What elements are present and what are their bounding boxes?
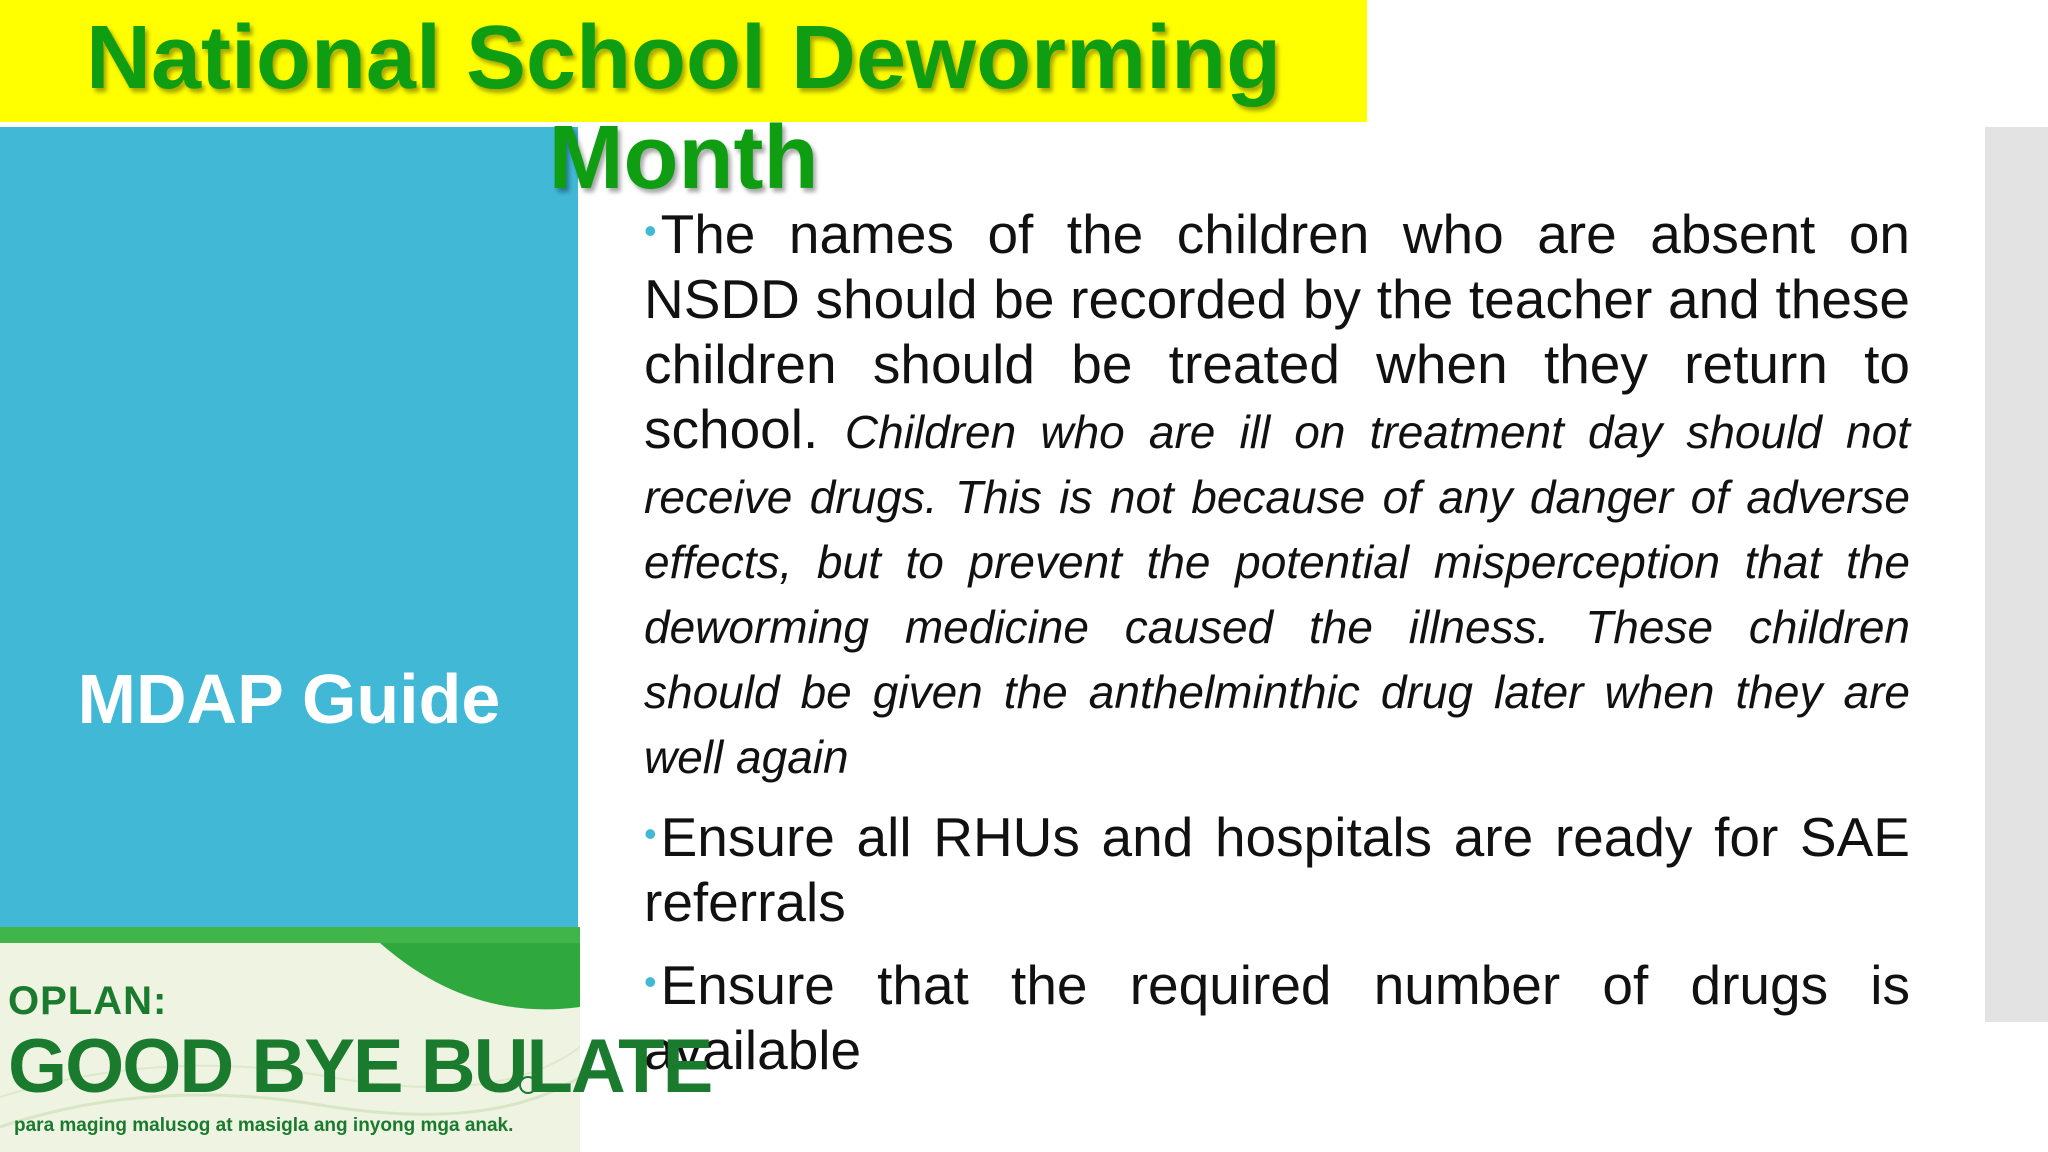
bullet-italic-text: Children who are ill on treatment day should not receive drugs. This is not because of any danger of adverse effects, but to prevent the potential misperception that the deworming medicine caused the illness. These children should be given the anthelminthic drug later when they are well again: [644, 406, 1910, 783]
oplan-logo: [0, 927, 712, 1152]
bullet-item: [644, 949, 1910, 1083]
bullet-item: [644, 198, 1910, 787]
left-panel: [0, 127, 578, 927]
right-side-band: [1985, 127, 2048, 1022]
bullet-dot-icon: •: [644, 961, 657, 1002]
bullet-dot-icon: •: [644, 210, 657, 251]
bullet-text: Ensure all RHUs and hospitals are ready for SAE referrals: [644, 806, 1910, 933]
bullet-list: [644, 198, 1910, 1097]
section-label: MDAP Guide: [77, 660, 501, 738]
logo-main: GOOD BYE BULATE: [8, 1024, 712, 1109]
slide-title: National School Deworming Month: [85, 8, 1282, 208]
bullet-item: [644, 801, 1910, 935]
logo-tagline: para maging malusog at masigla ang inyong mga anak.: [14, 1115, 514, 1136]
bullet-text: The names of the children who are absent on NSDD should be recorded by the teacher and these children should be treated when they return to school.: [644, 203, 1910, 460]
bullet-text: Ensure that the required number of drugs is available: [644, 954, 1910, 1081]
bullet-dot-icon: •: [644, 813, 657, 854]
logo-oplan: OPLAN:: [8, 979, 168, 1023]
